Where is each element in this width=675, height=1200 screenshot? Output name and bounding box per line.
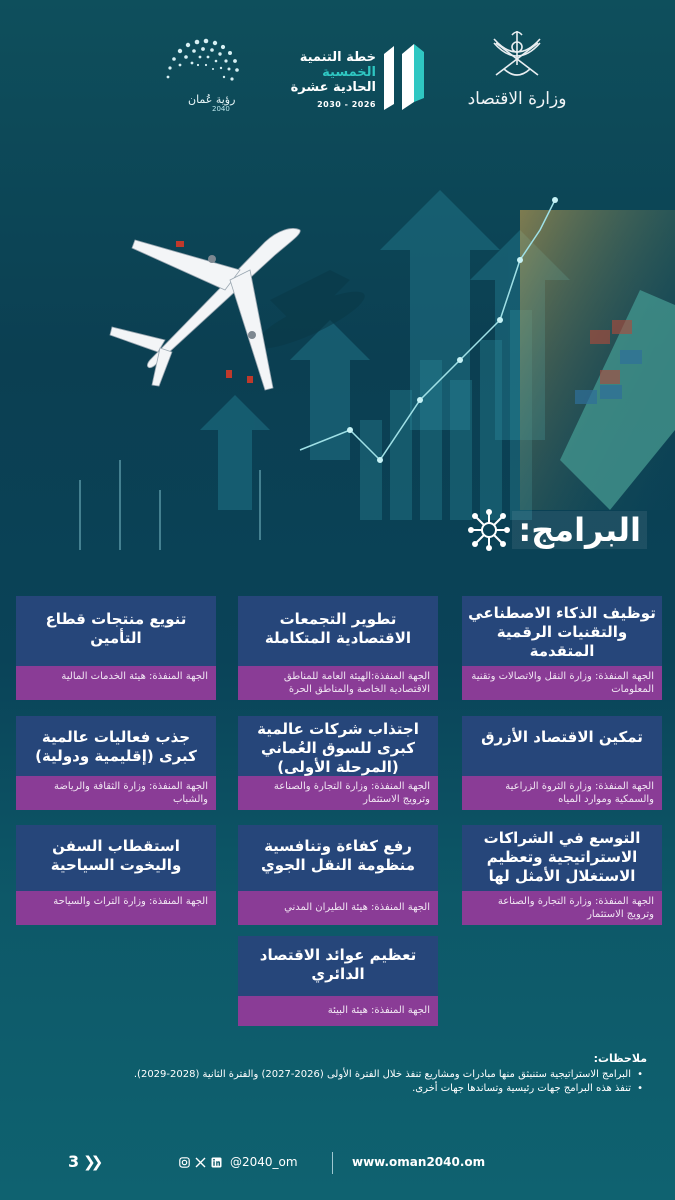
- vision-name: رؤية عُمان: [188, 93, 236, 106]
- program-agency: الجهة المنفذة: هيئة الخدمات المالية: [16, 666, 216, 700]
- program-agency: الجهة المنفذة: وزارة التراث والسياحة: [16, 891, 216, 925]
- program-card: [462, 596, 662, 700]
- section-title: [458, 505, 647, 555]
- plan-title-line2: الخمسية: [322, 65, 376, 80]
- program-title: تمكين الاقتصاد الأزرق: [462, 716, 662, 776]
- network-hub-icon: [466, 507, 512, 553]
- program-title: رفع كفاءة وتنافسية منظومة النقل الجوي: [238, 825, 438, 891]
- program-title: تعظيم عوائد الاقتصاد الدائري: [238, 936, 438, 996]
- program-card: [238, 825, 438, 925]
- program-title: اجتذاب شركات عالمية كبرى للسوق العُماني (المرحلة الأولى): [238, 716, 438, 776]
- program-card: [238, 936, 438, 1026]
- footer-divider: [332, 1152, 333, 1174]
- notes-list: [27, 1068, 647, 1096]
- program-card: [16, 716, 216, 810]
- note-item: • تنفذ هذه البرامج جهات رئيسية وتساندها جهات أخرى.: [27, 1082, 631, 1096]
- program-title: تطوير التجمعات الاقتصادية المتكاملة: [238, 596, 438, 666]
- plan-years: 2030 - 2026: [317, 100, 376, 109]
- notes-section: [27, 1052, 647, 1096]
- program-agency: الجهة المنفذة: وزارة التجارة والصناعة وترويج الاستثمار: [238, 776, 438, 810]
- program-agency: الجهة المنفذة: وزارة الثروة الزراعية والسمكية وموارد المياه: [462, 776, 662, 810]
- five-year-plan-logo: [278, 42, 428, 117]
- program-card: [16, 596, 216, 700]
- plan-title-line1: خطة التنمية: [299, 50, 376, 65]
- program-title: استقطاب السفن واليخوت السياحية: [16, 825, 216, 891]
- program-card: [238, 716, 438, 810]
- plan-title-line3: الحادية عشرة: [290, 80, 376, 95]
- program-agency: الجهة المنفذة: هيئة الطيران المدني: [238, 891, 438, 925]
- notes-heading: ملاحظات:: [593, 1052, 647, 1065]
- hero-illustration: [0, 130, 675, 560]
- program-agency: الجهة المنفذة: وزارة النقل والاتصالات وتقنية المعلومات: [462, 666, 662, 700]
- ministry-logo: [462, 25, 572, 120]
- page-number: 3: [68, 1152, 80, 1171]
- social-handle[interactable]: @2040_om: [230, 1155, 298, 1169]
- program-title: جذب فعاليات عالمية كبرى (إقليمية ودولية): [16, 716, 216, 776]
- program-agency: الجهة المنفذة: وزارة التجارة والصناعة وترويج الاستثمار: [462, 891, 662, 925]
- program-agency: الجهة المنفذة:الهيئة العامة للمناطق الاقتصادية الخاصة والمناطق الحرة: [238, 666, 438, 700]
- instagram-icon[interactable]: [178, 1156, 190, 1168]
- program-card: [238, 596, 438, 700]
- oman-vision-logo: [140, 35, 270, 115]
- website-link[interactable]: www.oman2040.om: [352, 1155, 486, 1169]
- program-title: تنويع منتجات قطاع التأمين: [16, 596, 216, 666]
- program-title: توظيف الذكاء الاصطناعي والتقنيات الرقمية المتقدمة: [462, 596, 662, 666]
- program-card: [16, 825, 216, 925]
- linkedin-icon[interactable]: [210, 1156, 222, 1168]
- next-chevron-icon[interactable]: ❯❯: [83, 1152, 99, 1171]
- x-twitter-icon[interactable]: [194, 1156, 206, 1168]
- eleven-numeral-icon: [380, 42, 428, 114]
- page-indicator: [68, 1152, 98, 1171]
- footer: [0, 1140, 675, 1190]
- oman-emblem-icon: [482, 25, 552, 87]
- program-title: التوسع في الشراكات الاستراتيجية وتعظيم الاستغلال الأمثل لها: [462, 825, 662, 891]
- airplane-icon: [110, 229, 300, 391]
- program-card: [462, 716, 662, 810]
- note-item: • البرامج الاستراتيجية ستنبثق منها مبادرات ومشاريع تنفذ خلال الفترة الأولى (2026-2027) والفترة الثانية (2028-2029).: [27, 1068, 631, 1082]
- vision-year: 2040: [212, 105, 230, 113]
- program-card: [462, 825, 662, 925]
- section-title-text: البرامج:: [512, 511, 647, 549]
- social-links: [178, 1155, 298, 1169]
- program-agency: الجهة المنفذة: وزارة الثقافة والرياضة والشباب: [16, 776, 216, 810]
- ministry-name: وزارة الاقتصاد: [467, 89, 567, 109]
- program-agency: الجهة المنفذة: هيئة البيئة: [238, 996, 438, 1026]
